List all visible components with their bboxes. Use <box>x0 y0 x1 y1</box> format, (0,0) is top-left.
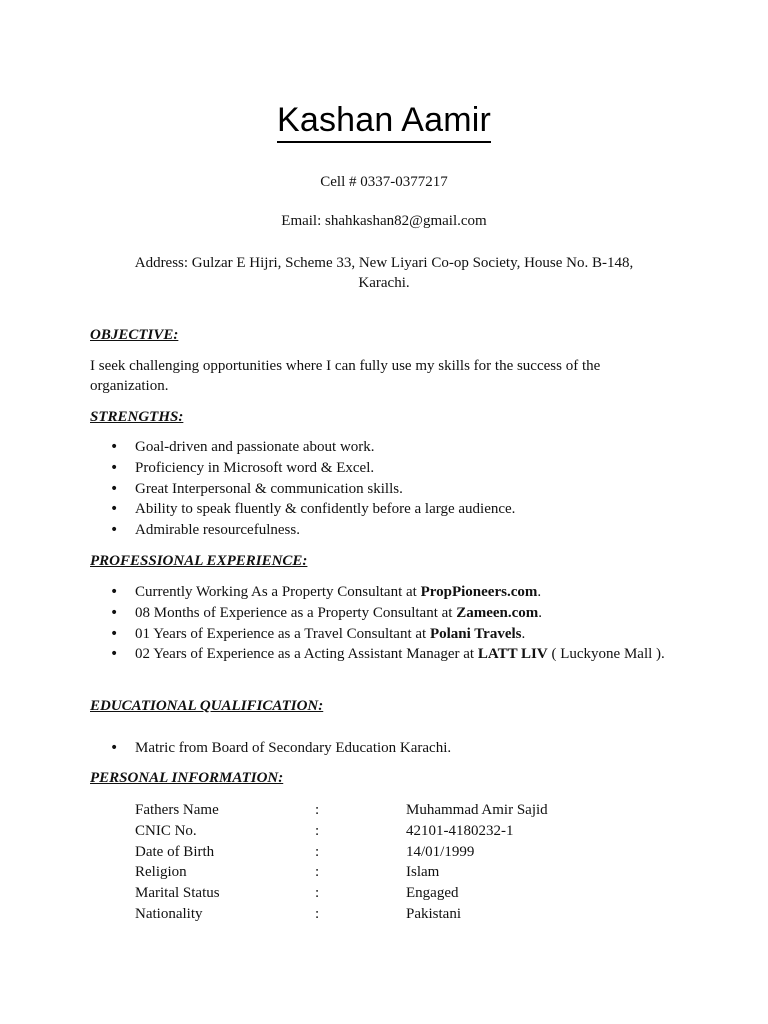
list-item: • Great Interpersonal & communication skills. <box>110 479 670 500</box>
info-label: Nationality <box>135 905 203 922</box>
info-row <box>135 904 635 925</box>
name-text: Kashan Aamir <box>277 100 491 143</box>
info-value: Pakistani <box>406 905 461 922</box>
company-name: PropPioneers.com <box>420 584 538 600</box>
list-item: • Goal-driven and passionate about work. <box>110 437 670 458</box>
resume-name <box>0 100 768 143</box>
info-label: CNIC No. <box>135 822 197 839</box>
list-item: • Currently Working As a Property Consultant at PropPioneers.com. <box>110 582 670 603</box>
info-value: Islam <box>406 864 440 881</box>
list-item: • Proficiency in Microsoft word & Excel. <box>110 458 670 479</box>
address-line-2: Karachi. <box>358 275 410 291</box>
info-value: Engaged <box>406 885 459 902</box>
objective-line-1: I seek challenging opportunities where I can fully use my skills for the success of the <box>90 358 601 374</box>
info-separator: : <box>315 864 320 881</box>
company-name: Polani Travels <box>429 625 522 642</box>
info-label: Religion <box>135 864 187 881</box>
list-item: • Admirable resourcefulness. <box>110 520 670 541</box>
info-row <box>135 862 635 883</box>
list-item: • 08 Months of Experience as a Property Consultant at Zameen.com. <box>110 603 670 624</box>
info-label: Date of Birth <box>135 843 215 860</box>
info-value: Muhammad Amir Sajid <box>406 802 548 818</box>
info-separator: : <box>315 822 320 839</box>
info-label: Fathers Name <box>135 802 219 818</box>
info-value: 42101-4180232-1 <box>406 822 514 839</box>
info-label: Marital Status <box>135 885 220 902</box>
personal-info-heading: PERSONAL INFORMATION: <box>90 770 284 786</box>
info-separator: : <box>315 885 320 902</box>
cell-number: Cell # 0337-0377217 <box>320 174 448 190</box>
list-item: • Ability to speak fluently & confidently before a large audience. <box>110 499 670 520</box>
experience-list <box>110 582 670 665</box>
info-row <box>135 821 635 842</box>
strengths-heading: STRENGTHS: <box>90 409 184 425</box>
objective-heading: OBJECTIVE: <box>90 327 179 343</box>
info-row <box>135 883 635 904</box>
education-list <box>110 738 670 759</box>
info-row <box>135 800 635 821</box>
info-row <box>135 842 635 863</box>
info-separator: : <box>315 843 320 860</box>
education-heading: EDUCATIONAL QUALIFICATION: <box>90 698 324 714</box>
info-separator: : <box>315 905 320 922</box>
info-separator: : <box>315 802 320 818</box>
list-item: • 02 Years of Experience as a Acting Assistant Manager at LATT LIV ( Luckyone Mall ). <box>110 644 670 665</box>
objective-line-2: organization. <box>90 378 169 394</box>
company-name: Zameen.com <box>456 604 539 621</box>
info-value: 14/01/1999 <box>406 843 475 860</box>
strengths-list <box>110 437 670 541</box>
personal-info-table <box>135 800 635 925</box>
email-address: Email: shahkashan82@gmail.com <box>281 213 487 229</box>
company-name: LATT LIV <box>477 646 548 663</box>
list-item: • Matric from Board of Secondary Education Karachi. <box>110 738 670 759</box>
experience-heading: PROFESSIONAL EXPERIENCE: <box>90 553 308 569</box>
address-line-1: Address: Gulzar E Hijri, Scheme 33, New Liyari Co-op Society, House No. B-148, <box>134 255 634 271</box>
list-item: • 01 Years of Experience as a Travel Consultant at Polani Travels. <box>110 624 670 645</box>
